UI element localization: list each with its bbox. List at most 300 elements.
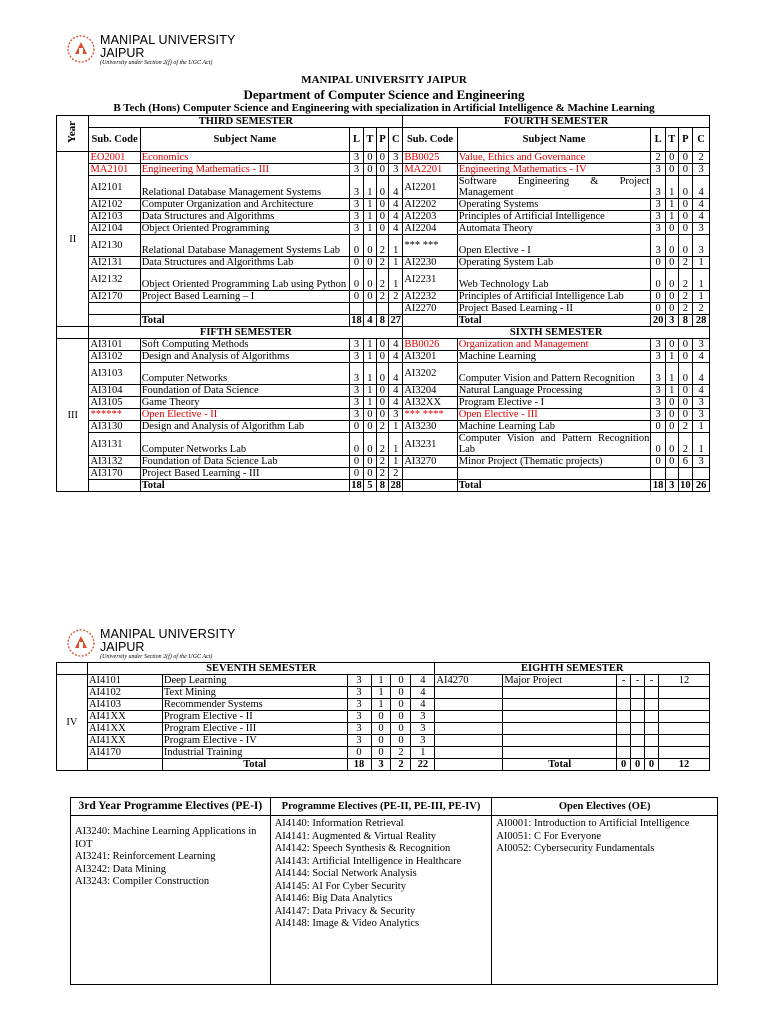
left-lcr-value: 3 — [411, 711, 435, 723]
right-rt-value: 0 — [665, 235, 678, 257]
right-rcr-value: 1 — [693, 269, 710, 291]
right-sub-code: AI3202 — [403, 363, 457, 385]
right-total-c: 12 — [659, 759, 710, 771]
left-lp-value: 2 — [376, 468, 389, 480]
left-lt-value — [364, 303, 377, 315]
table-row — [57, 433, 710, 456]
table-row — [57, 397, 710, 409]
left-lp-value: 0 — [376, 397, 389, 409]
right-subject-name: Principles of Artificial Intelligence — [457, 211, 651, 223]
right-rp-value: 2 — [678, 421, 693, 433]
right-rcr-value: 3 — [693, 456, 710, 468]
right-rt-value: 0 — [665, 291, 678, 303]
right-sub-code — [435, 711, 503, 723]
right-rcr-value: 3 — [693, 397, 710, 409]
left-subject-name: Object Oriented Programming Lab using Python — [140, 269, 349, 291]
right-sub-code — [403, 480, 457, 492]
right-sub-code: AI3231 — [403, 433, 457, 456]
left-sub-code: AI3131 — [89, 433, 140, 456]
right-rt-value: 1 — [665, 211, 678, 223]
right-rt-value: 1 — [665, 385, 678, 397]
left-lp-value: 0 — [376, 164, 389, 176]
left-sub-code: AI2104 — [89, 223, 140, 235]
year-label: III — [57, 339, 89, 492]
right-sub-code: AI2230 — [403, 257, 457, 269]
c-header: C — [389, 128, 403, 152]
right-rl-value — [617, 735, 631, 747]
left-ll-value: 3 — [349, 385, 363, 397]
elective-item: AI0051: C For Everyone — [496, 830, 602, 842]
left-lt-value: 1 — [364, 211, 377, 223]
table-row — [57, 269, 710, 291]
left-subject-name: Recommender Systems — [162, 699, 347, 711]
right-rcr-value: 3 — [693, 164, 710, 176]
elective-item: AI4145: AI For Cyber Security — [274, 880, 406, 892]
table-row — [57, 291, 710, 303]
left-lt-value: 0 — [364, 468, 377, 480]
left-total-l: 18 — [351, 480, 362, 491]
table-row — [57, 747, 710, 759]
left-lt-value: 0 — [364, 409, 377, 421]
left-total-t: 4 — [364, 315, 377, 327]
left-lt-value: 0 — [371, 735, 391, 747]
right-rcr-value — [659, 747, 710, 759]
left-lcr-value: 4 — [389, 339, 403, 351]
right-semester-title: FOURTH SEMESTER — [403, 116, 710, 128]
right-subject-name: Computer Vision and Pattern Recognition Lab — [458, 433, 650, 455]
right-rt-value: 0 — [665, 339, 678, 351]
right-sub-code: AI3230 — [403, 421, 457, 433]
table-row — [57, 363, 710, 385]
right-total-label: Total — [503, 759, 617, 771]
right-rt-value: 0 — [665, 433, 678, 456]
left-sub-code: AI4170 — [87, 747, 162, 759]
left-total-c: 28 — [390, 480, 402, 491]
right-sub-code: AI2203 — [403, 211, 457, 223]
right-subject-name: Principles of Artificial Intelligence Lab — [457, 291, 651, 303]
elective-item: AI4146: Big Data Analytics — [274, 893, 393, 904]
left-lcr-value: 1 — [389, 235, 403, 257]
right-rp-value: 0 — [678, 199, 693, 211]
left-sub-code: AI3130 — [89, 421, 140, 433]
right-sub-code: AI32XX — [403, 397, 457, 409]
right-rl-value: 0 — [651, 269, 666, 291]
right-sub-code: BB0025 — [403, 152, 457, 164]
left-sub-code: AI3103 — [89, 363, 140, 385]
left-lcr-value: 1 — [389, 421, 403, 433]
right-sub-code — [403, 315, 457, 327]
right-rp-value — [678, 468, 693, 480]
p-header: P — [678, 128, 693, 152]
left-sub-code: MA2101 — [89, 164, 140, 176]
left-total-label: Total — [162, 759, 347, 771]
left-subject-name: Relational Database Management Systems — [140, 176, 349, 199]
table-row — [57, 351, 710, 363]
right-rcr-value — [659, 699, 710, 711]
left-lt-value: 0 — [371, 723, 391, 735]
left-lt-value: 0 — [364, 257, 377, 269]
right-subject-name: Value, Ethics and Governance — [457, 152, 651, 164]
right-sub-code — [403, 468, 457, 480]
left-lcr-value: 3 — [389, 164, 403, 176]
right-total-t: 3 — [665, 315, 678, 327]
right-rp-value — [645, 711, 659, 723]
left-lcr-value: 1 — [389, 257, 403, 269]
left-lt-value: 0 — [364, 235, 377, 257]
left-lt-value: 1 — [364, 385, 377, 397]
right-total-l: 0 — [617, 759, 631, 771]
left-lt-value: 0 — [364, 291, 377, 303]
table-row — [57, 735, 710, 747]
left-ll-value: 0 — [349, 269, 363, 291]
curriculum-table-years-2-3 — [56, 115, 710, 492]
left-lcr-value: 1 — [411, 747, 435, 759]
right-rp-value: 0 — [678, 385, 693, 397]
right-rcr-value: 1 — [693, 291, 710, 303]
right-rp-value: 2 — [678, 433, 693, 456]
left-sub-code: AI2102 — [89, 199, 140, 211]
right-rl-value: 3 — [651, 223, 666, 235]
left-sub-code: AI3102 — [89, 351, 140, 363]
right-rl-value — [617, 699, 631, 711]
right-rl-value: 0 — [651, 303, 666, 315]
table-row — [57, 164, 710, 176]
right-rl-value: 3 — [651, 385, 666, 397]
right-sub-code: AI3201 — [403, 351, 457, 363]
table-row — [57, 711, 710, 723]
right-rt-value — [631, 723, 645, 735]
right-rp-value: 0 — [678, 363, 693, 385]
left-lp-value: 2 — [376, 456, 389, 468]
left-total-l: 18 — [347, 759, 371, 771]
left-ll-value: 3 — [349, 351, 363, 363]
left-lcr-value: 4 — [389, 351, 403, 363]
year-label: II — [57, 152, 89, 327]
left-lcr-value: 4 — [389, 397, 403, 409]
left-total-c: 22 — [411, 759, 435, 771]
elective-item: AI4144: Social Network Analysis — [274, 868, 417, 879]
right-sub-code — [435, 735, 503, 747]
left-ll-value — [349, 303, 363, 315]
left-subject-name: Object Oriented Programming — [140, 223, 349, 235]
right-rt-value: 0 — [665, 257, 678, 269]
pe2-title: Programme Electives (PE-II, PE-III, PE-IV) — [270, 798, 492, 816]
right-subject-name — [503, 711, 617, 723]
right-rcr-value: 2 — [693, 303, 710, 315]
left-lcr-value: 1 — [389, 433, 403, 456]
l-header: L — [349, 128, 363, 152]
table-row — [57, 199, 710, 211]
left-lp-value: 0 — [376, 409, 389, 421]
left-sub-code: AI2132 — [89, 269, 140, 291]
left-lp-value: 0 — [391, 723, 411, 735]
right-rp-value: 6 — [678, 456, 693, 468]
right-sub-code: AI2204 — [403, 223, 457, 235]
right-rp-value: 2 — [678, 303, 693, 315]
right-rt-value: 0 — [665, 409, 678, 421]
left-lcr-value: 1 — [389, 269, 403, 291]
right-total-l: 18 — [651, 480, 666, 492]
sub-code-header: Sub. Code — [89, 128, 140, 152]
right-subject-name — [503, 687, 617, 699]
right-sub-code: AI2232 — [403, 291, 457, 303]
right-subject-name: Organization and Management — [457, 339, 651, 351]
left-ll-value: 3 — [349, 152, 363, 164]
right-rl-value: 3 — [651, 397, 666, 409]
right-rcr-value: 2 — [693, 152, 710, 164]
right-sub-code: AI3270 — [403, 456, 457, 468]
left-subject-name: Computer Organization and Architecture — [140, 199, 349, 211]
left-lp-value: 0 — [391, 735, 411, 747]
left-lt-value: 1 — [364, 363, 377, 385]
right-rcr-value: 12 — [659, 675, 710, 687]
left-ll-value: 3 — [347, 735, 371, 747]
left-subject-name: Game Theory — [140, 397, 349, 409]
right-subject-name: Web Technology Lab — [457, 269, 651, 291]
left-ll-value: 0 — [349, 257, 363, 269]
left-lp-value: 0 — [376, 176, 389, 199]
left-lt-value: 1 — [371, 675, 391, 687]
right-rcr-value: 4 — [693, 211, 710, 223]
left-ll-value: 3 — [347, 723, 371, 735]
elective-item: AI0001: Introduction to Artificial Intelligence — [496, 818, 690, 829]
left-lcr-value: 3 — [411, 735, 435, 747]
left-lcr-value: 4 — [389, 176, 403, 199]
left-lp-value: 0 — [376, 363, 389, 385]
right-rp-value — [645, 687, 659, 699]
right-subject-name — [503, 747, 617, 759]
left-lt-value: 0 — [371, 711, 391, 723]
right-rcr-value — [659, 711, 710, 723]
right-semester-title: SIXTH SEMESTER — [403, 327, 710, 339]
right-sub-code — [435, 723, 503, 735]
left-total-l: 18 — [351, 315, 362, 326]
left-lp-value: 0 — [391, 675, 411, 687]
left-ll-value: 0 — [349, 433, 363, 456]
left-lp-value: 2 — [391, 747, 411, 759]
right-rl-value — [617, 687, 631, 699]
p-header: P — [376, 128, 389, 152]
table-row — [57, 699, 710, 711]
left-subject-name — [140, 303, 349, 315]
subject-name-header: Subject Name — [140, 128, 349, 152]
right-total-p: 0 — [645, 759, 659, 771]
left-sub-code: AI3170 — [89, 468, 140, 480]
left-sub-code: AI4102 — [87, 687, 162, 699]
left-subject-name: Project Based Learning - III — [140, 468, 349, 480]
left-subject-name: Text Mining — [162, 687, 347, 699]
right-subject-name — [503, 699, 617, 711]
left-ll-value: 0 — [349, 468, 363, 480]
left-lt-value: 1 — [364, 351, 377, 363]
left-total-p: 8 — [376, 315, 389, 327]
left-lp-value: 0 — [391, 699, 411, 711]
right-subject-name: Program Elective - I — [457, 397, 651, 409]
left-lp-value: 0 — [391, 711, 411, 723]
right-total-t: 3 — [665, 480, 678, 492]
right-rp-value — [645, 747, 659, 759]
elective-item: AI3240: Machine Learning Applications in IOT — [75, 826, 257, 850]
left-sub-code: AI3132 — [89, 456, 140, 468]
right-subject-name: Machine Learning Lab — [457, 421, 651, 433]
right-rt-value: 1 — [665, 363, 678, 385]
left-ll-value: 3 — [349, 223, 363, 235]
left-lcr-value — [389, 303, 403, 315]
left-sub-code: AI41XX — [87, 723, 162, 735]
left-subject-name: Program Elective - III — [162, 723, 347, 735]
left-sub-code — [87, 759, 162, 771]
column-header-row — [57, 128, 710, 152]
right-rcr-value: 1 — [693, 257, 710, 269]
left-subject-name: Program Elective - II — [162, 711, 347, 723]
right-total-label: Total — [457, 480, 651, 492]
left-lp-value — [376, 303, 389, 315]
right-rl-value: 3 — [651, 409, 666, 421]
right-rp-value — [645, 723, 659, 735]
semester-title-row — [57, 327, 710, 339]
oe-list — [492, 816, 718, 985]
right-rl-value — [617, 747, 631, 759]
left-lp-value: 0 — [376, 351, 389, 363]
left-lt-value: 0 — [364, 269, 377, 291]
right-rl-value: 0 — [651, 456, 666, 468]
left-total-c: 27 — [390, 315, 402, 326]
table-row — [57, 211, 710, 223]
right-subject-name — [503, 723, 617, 735]
left-total-label: Total — [140, 480, 349, 492]
left-lt-value: 0 — [364, 421, 377, 433]
right-sub-code: *** **** — [403, 409, 457, 421]
total-row — [57, 480, 710, 492]
department-heading: Department of Computer Science and Engineering — [243, 87, 525, 102]
right-rt-value — [631, 747, 645, 759]
table-row — [57, 303, 710, 315]
left-lp-value: 0 — [376, 223, 389, 235]
right-sub-code — [435, 747, 503, 759]
right-rl-value: 0 — [651, 421, 666, 433]
sub-code-header: Sub. Code — [403, 128, 457, 152]
left-ll-value: 3 — [347, 687, 371, 699]
right-rp-value: 2 — [678, 291, 693, 303]
left-ll-value: 0 — [349, 235, 363, 257]
total-row — [57, 315, 710, 327]
left-lcr-value: 4 — [389, 223, 403, 235]
right-rcr-value — [659, 723, 710, 735]
elective-item: AI4140: Information Retrieval — [274, 818, 404, 829]
right-sub-code: *** *** — [403, 235, 457, 257]
left-sub-code: AI2103 — [89, 211, 140, 223]
right-rp-value: 0 — [678, 211, 693, 223]
semester-title-row — [57, 116, 710, 128]
left-lt-value: 1 — [371, 687, 391, 699]
right-rt-value: 0 — [665, 421, 678, 433]
right-rl-value: 3 — [651, 235, 666, 257]
left-lp-value: 2 — [376, 235, 389, 257]
left-lcr-value: 4 — [389, 211, 403, 223]
right-rl-value: 3 — [651, 176, 666, 199]
electives-table — [70, 797, 718, 985]
right-sub-code — [435, 699, 503, 711]
right-subject-name: Operating System Lab — [457, 257, 651, 269]
right-rp-value: 0 — [678, 235, 693, 257]
left-subject-name: Data Structures and Algorithms — [140, 211, 349, 223]
left-lp-value: 0 — [391, 687, 411, 699]
right-rl-value: - — [617, 675, 631, 687]
left-ll-value: 3 — [349, 164, 363, 176]
right-subject-name: Automata Theory — [457, 223, 651, 235]
right-rt-value: 1 — [665, 199, 678, 211]
right-total-l: 20 — [651, 315, 666, 327]
logo-emblem-icon — [66, 34, 96, 64]
left-total-t: 5 — [364, 480, 377, 492]
left-lp-value: 0 — [376, 211, 389, 223]
right-total-p: 10 — [678, 480, 693, 492]
left-subject-name: Open Elective - II — [140, 409, 349, 421]
left-lcr-value: 3 — [389, 152, 403, 164]
left-lcr-value: 4 — [389, 199, 403, 211]
left-sub-code: AI3104 — [89, 385, 140, 397]
left-ll-value: 3 — [349, 363, 363, 385]
logo-city: JAIPUR — [100, 45, 145, 60]
left-lp-value: 0 — [376, 339, 389, 351]
pe1-title: 3rd Year Programme Electives (PE-I) — [71, 798, 271, 816]
right-rt-value: - — [631, 675, 645, 687]
oe-title: Open Electives (OE) — [492, 798, 718, 816]
left-lp-value: 2 — [376, 433, 389, 456]
table-row — [57, 152, 710, 164]
elective-item: AI4141: Augmented & Virtual Reality — [274, 830, 437, 842]
elective-item: AI4147: Data Privacy & Security — [274, 905, 416, 917]
right-rt-value: 0 — [665, 303, 678, 315]
subject-name-header: Subject Name — [457, 128, 651, 152]
left-lt-value: 0 — [364, 456, 377, 468]
university-logo — [66, 34, 236, 66]
right-rl-value: 3 — [651, 363, 666, 385]
right-rcr-value — [659, 687, 710, 699]
total-row — [57, 759, 710, 771]
table-row — [57, 456, 710, 468]
right-rl-value: 3 — [651, 164, 666, 176]
left-sub-code — [89, 315, 140, 327]
right-rt-value: 0 — [665, 269, 678, 291]
right-subject-name: Open Elective - I — [457, 235, 651, 257]
left-subject-name: Foundation of Data Science — [140, 385, 349, 397]
left-lt-value: 1 — [364, 397, 377, 409]
table-row — [57, 421, 710, 433]
right-rp-value: 0 — [678, 409, 693, 421]
left-total-t: 3 — [371, 759, 391, 771]
left-lcr-value: 3 — [389, 409, 403, 421]
right-rp-value: 0 — [678, 351, 693, 363]
right-rl-value — [617, 711, 631, 723]
right-rl-value: 2 — [651, 152, 666, 164]
elective-item: AI4143: Artificial Intelligence in Healthcare — [274, 855, 462, 867]
t-header: T — [665, 128, 678, 152]
left-lp-value: 2 — [376, 269, 389, 291]
left-sub-code: EO2001 — [89, 152, 140, 164]
right-sub-code: AI4270 — [435, 675, 503, 687]
right-rcr-value: 4 — [693, 176, 710, 199]
left-ll-value: 3 — [349, 199, 363, 211]
right-rcr-value — [693, 468, 710, 480]
year-header — [57, 116, 89, 152]
left-sub-code: AI2130 — [89, 235, 140, 257]
left-sub-code — [89, 303, 140, 315]
left-ll-value: 3 — [349, 397, 363, 409]
table-row — [57, 176, 710, 199]
table-row — [57, 235, 710, 257]
right-rp-value: - — [645, 675, 659, 687]
